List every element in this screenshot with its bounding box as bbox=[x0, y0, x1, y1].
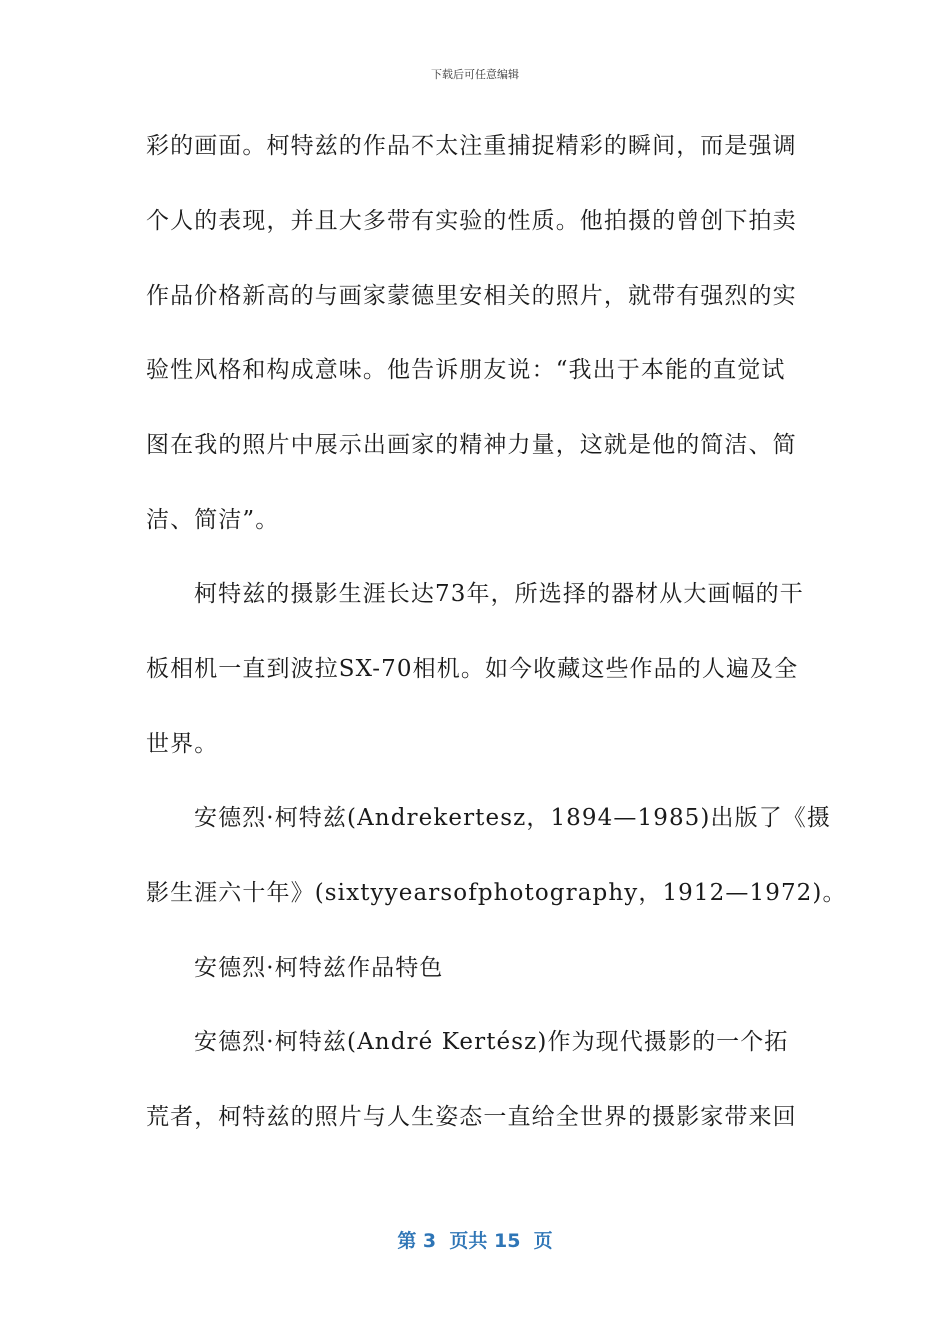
body-line: 洁、简洁”。 bbox=[146, 507, 280, 533]
body-line: 作品价格新高的与画家蒙德里安相关的照片，就带有强烈的实 bbox=[146, 283, 797, 309]
body-line: 个人的表现，并且大多带有实验的性质。他拍摄的曾创下拍卖 bbox=[146, 208, 797, 234]
body-line: 图在我的照片中展示出画家的精神力量，这就是他的简洁、简 bbox=[146, 432, 797, 458]
body-line: 安德烈·柯特兹(Andrekertesz，1894—1985)出版了《摄 bbox=[194, 805, 831, 831]
body-line: 荒者，柯特兹的照片与人生姿态一直给全世界的摄影家带来回 bbox=[146, 1104, 797, 1130]
section-heading: 安德烈·柯特兹作品特色 bbox=[194, 955, 444, 981]
header-note: 下载后可任意编辑 bbox=[431, 68, 519, 81]
body-line: 板相机一直到波拉SX-70相机。如今收藏这些作品的人遍及全 bbox=[146, 656, 799, 682]
body-line: 影生涯六十年》(sixtyyearsofphotography，1912—1972)。 bbox=[146, 880, 847, 906]
body-line: 安德烈·柯特兹(André Kertész)作为现代摄影的一个拓 bbox=[194, 1029, 789, 1055]
body-line: 柯特兹的摄影生涯长达73年，所选择的器材从大画幅的干 bbox=[194, 581, 804, 607]
body-line: 彩的画面。柯特兹的作品不太注重捕捉精彩的瞬间，而是强调 bbox=[146, 133, 797, 159]
page-number-footer: 第 3 页共 15 页 bbox=[397, 1230, 553, 1252]
body-line: 验性风格和构成意味。他告诉朋友说：“我出于本能的直觉试 bbox=[146, 357, 786, 383]
body-line: 世界。 bbox=[146, 731, 219, 757]
